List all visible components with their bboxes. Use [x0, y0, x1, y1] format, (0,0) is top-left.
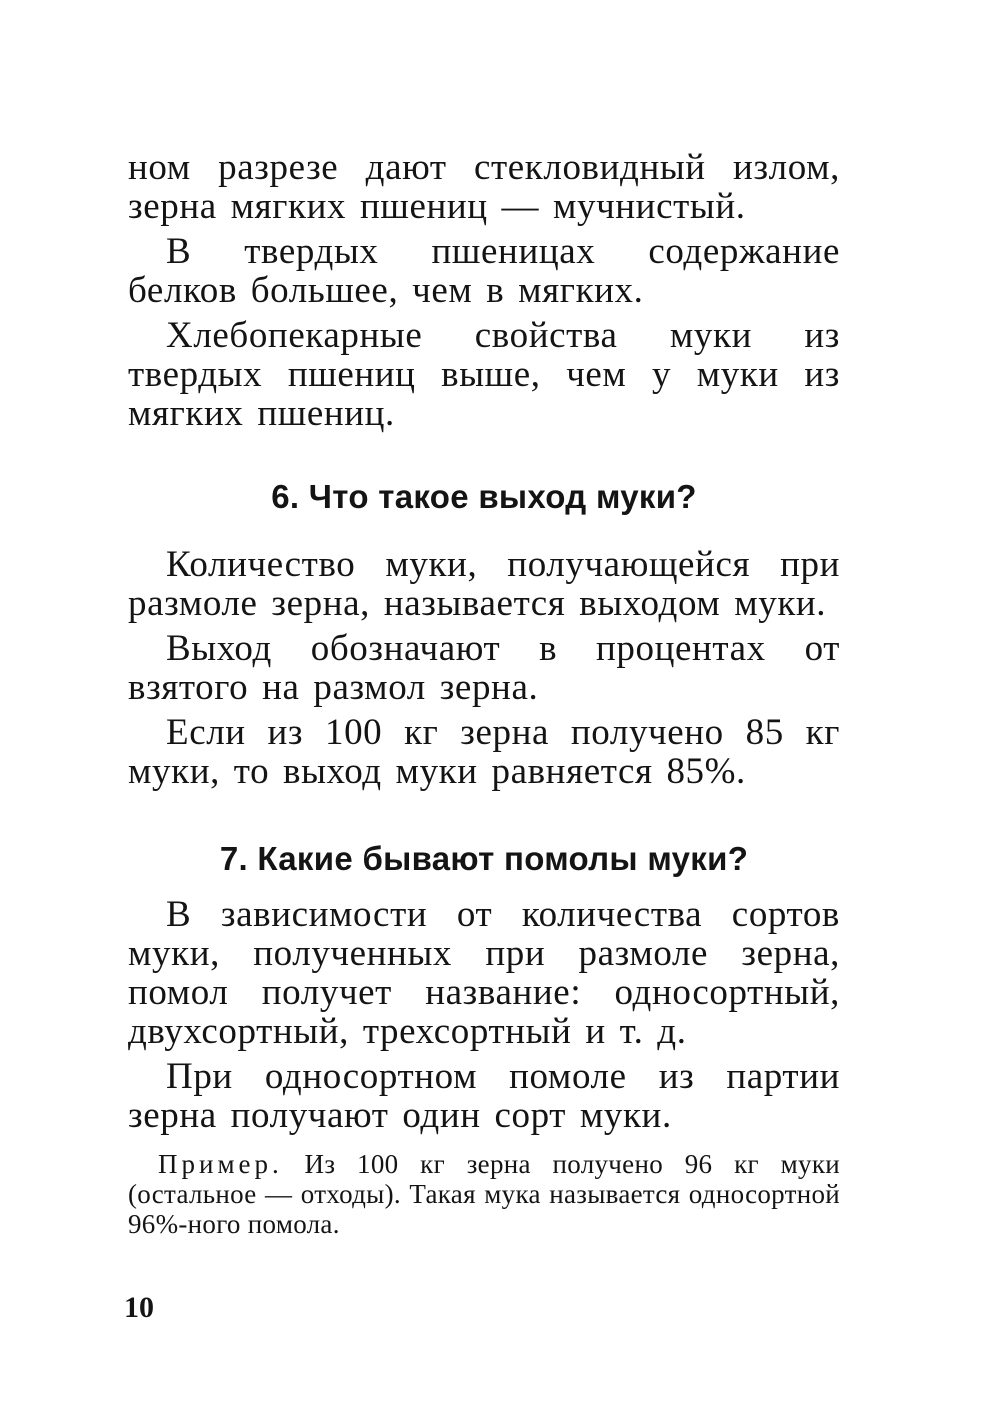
paragraph-single-grade: При односортном помоле из партии зерна получают один сорт муки.: [128, 1056, 840, 1136]
paragraph-continuation: ном разрезе дают стекловидный излом, зерна мягких пшениц — мучнистый.: [128, 147, 840, 227]
paragraph-grinding-types: В зависимости от количества сортов муки, полученных при размоле зерна, помол получет название: односортный, двухсортный, трехсортный и т. д.: [128, 894, 840, 1052]
section-7-heading: 7. Какие бывают помолы муки?: [219, 840, 749, 877]
paragraph-baking-properties: Хлебопекарные свойства муки из твердых пшениц выше, чем у муки из мягких пшениц.: [128, 315, 840, 434]
paragraph-yield-example: Если из 100 кг зерна получено 85 кг муки, то выход муки равняется 85%.: [128, 712, 840, 792]
paragraph-flour-yield-definition: Количество муки, получающейся при размоле зерна, называется выходом муки.: [128, 544, 840, 624]
book-page-body: [128, 148, 840, 1239]
example-note: [128, 1149, 840, 1239]
paragraph-protein-content: В твердых пшеницах содержание белков большее, чем в мягких.: [128, 231, 840, 311]
example-label: Пример.: [158, 1149, 283, 1179]
page-number: 10: [124, 1291, 154, 1324]
paragraph-yield-percent: Выход обозначают в процентах от взятого на размол зерна.: [128, 628, 840, 708]
example-text: Из 100 кг зерна получено 96 кг муки (остальное — отходы). Такая мука называется односортной 96%-ного помола.: [128, 1149, 840, 1239]
section-6-heading: 6. Что такое выход муки?: [271, 478, 697, 515]
